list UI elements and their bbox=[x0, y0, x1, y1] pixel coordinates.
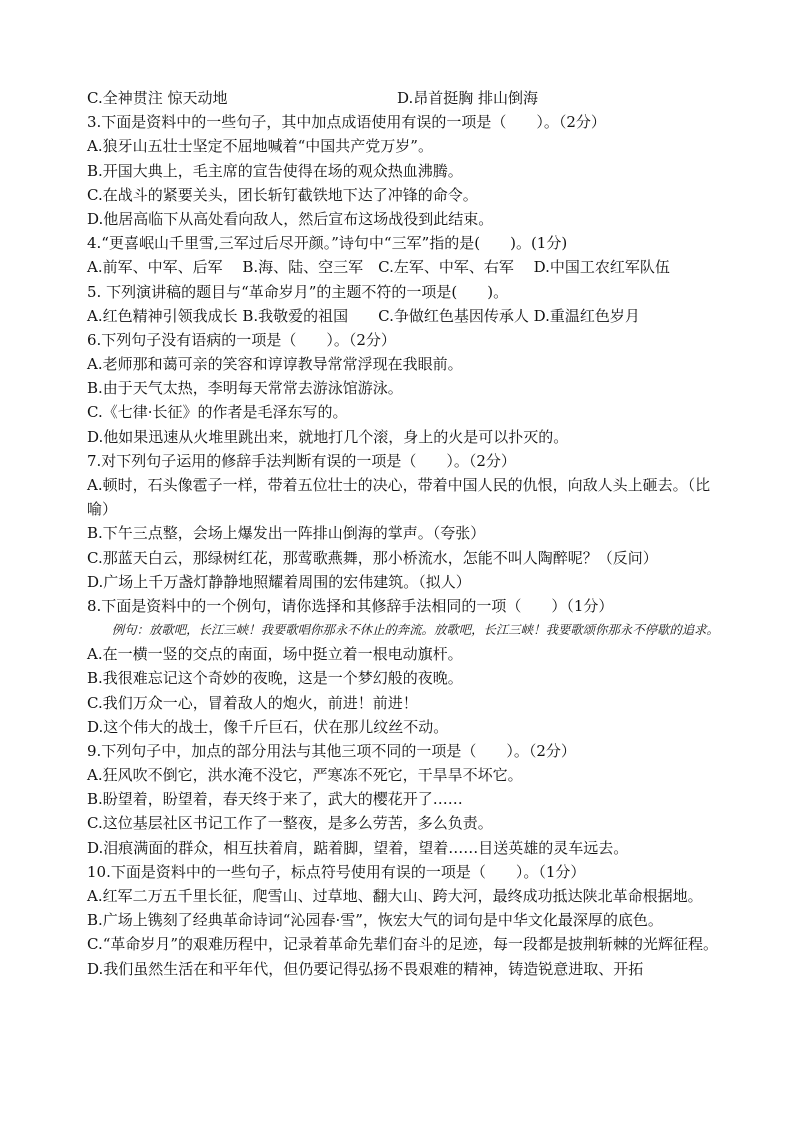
question-3-option-d: D.他居高临下从高处看向敌人，然后宣布这场战役到此结束。 bbox=[87, 209, 494, 228]
question-6-option-c: C.《七律·长征》的作者是毛泽东写的。 bbox=[87, 403, 348, 422]
question-8-option-b: B.我很难忘记这个奇妙的夜晚，这是一个梦幻般的夜晚。 bbox=[87, 669, 463, 688]
question-6-option-b: B.由于天气太热，李明每天常常去游泳馆游泳。 bbox=[87, 379, 403, 398]
question-3-option-b: B.开国大典上，毛主席的宣告使得在场的观众热血沸腾。 bbox=[87, 161, 463, 180]
question-7-stem: 7.对下列句子运用的修辞手法判断有误的一项是（ ）。（2分） bbox=[87, 451, 516, 470]
question-7-option-c: C.那蓝天白云，那绿树红花，那莺歌燕舞，那小桥流水，怎能不叫人陶醉呢？（反问） bbox=[87, 548, 658, 567]
question-6-option-a: A.老师那和蔼可亲的笑容和谆谆教导常常浮现在我眼前。 bbox=[87, 355, 463, 374]
option-d: D.昂首挺胸 排山倒海 bbox=[397, 89, 539, 107]
question-8-option-a: A.在一横一竖的交点的南面，场中挺立着一根电动旗杆。 bbox=[87, 645, 463, 664]
question-3-option-c: C.在战斗的紧要关头，团长斩钉截铁地下达了冲锋的命令。 bbox=[87, 185, 478, 204]
question-8-option-c: C.我们万众一心，冒着敌人的炮火，前进！前进！ bbox=[87, 693, 418, 712]
question-8-stem: 8.下面是资料中的一个例句，请你选择和其修辞手法相同的一项（ ）（1分） bbox=[87, 596, 614, 615]
question-6-stem: 6.下列句子没有语病的一项是（ ）。（2分） bbox=[87, 330, 396, 349]
question-9-option-d: D.泪痕满面的群众，相互扶着肩，踮着脚，望着，望着……目送英雄的灵车远去。 bbox=[87, 838, 629, 857]
question-10-option-a: A.红军二万五千里长征，爬雪山、过草地、翻大山、跨大河，最终成功抵达陕北革命根据地。 bbox=[87, 887, 703, 906]
exam-page bbox=[87, 86, 727, 981]
question-9-option-a: A.狂风吹不倒它，洪水淹不没它，严寒冻不死它，干旱旱不坏它。 bbox=[87, 766, 523, 785]
question-7-option-d: D.广场上千万盏灯静静地照耀着周围的宏伟建筑。（拟人） bbox=[87, 572, 471, 591]
question-5-options: A.红色精神引领我成长 B.我敬爱的祖国 C.争做红色基因传承人 D.重温红色岁月 bbox=[87, 306, 640, 325]
question-9-option-b: B.盼望着，盼望着，春天终于来了，武大的樱花开了…… bbox=[87, 790, 463, 809]
question-10-option-d: D.我们虽然生活在和平年代，但仍要记得弘扬不畏艰难的精神，铸造锐意进取、开拓 bbox=[87, 959, 644, 978]
question-10-stem: 10.下面是资料中的一些句子，标点符号使用有误的一项是（ ）。（1分） bbox=[87, 862, 586, 881]
question-4-options: A.前军、中军、后军 B.海、陆、空三军 C.左军、中军、右军 D.中国工农红军队伍 bbox=[87, 258, 670, 277]
question-3-stem: 3.下面是资料中的一些句子，其中加点成语使用有误的一项是（ ）。（2分） bbox=[87, 113, 606, 132]
question-4-stem: 4.“更喜岷山千里雪,三军过后尽开颜。”诗句中“三军”指的是( )。(1分) bbox=[87, 234, 568, 253]
question-7-option-b: B.下午三点整，会场上爆发出一阵排山倒海的掌声。（夸张） bbox=[87, 524, 486, 543]
question-8-option-d: D.这个伟大的战士，像千斤巨石，伏在那儿纹丝不动。 bbox=[87, 717, 449, 736]
question-6-option-d: D.他如果迅速从火堆里跳出来，就地打几个滚，身上的火是可以扑灭的。 bbox=[87, 427, 569, 446]
question-10-option-b: B.广场上镌刻了经典革命诗词“沁园春·雪”，恢宏大气的词句是中华文化最深厚的底色。 bbox=[87, 911, 663, 930]
question-5-stem: 5. 下列演讲稿的题目与“革命岁月”的主题不符的一项是( )。 bbox=[87, 282, 509, 301]
question-3-option-a: A.狼牙山五壮士坚定不屈地喊着“中国共产党万岁”。 bbox=[87, 137, 433, 156]
option-c: C.全神贯注 惊天动地 bbox=[87, 89, 228, 107]
question-10-option-c: C.“革命岁月”的艰难历程中，记录着革命先辈们奋斗的足迹，每一段都是披荆斩棘的光辉征程。 bbox=[87, 935, 719, 954]
question-7-option-a: A.顿时，石头像雹子一样，带着五位壮士的决心，带着中国人民的仇恨，向敌人头上砸去。（比喻） bbox=[87, 476, 711, 519]
question-9-option-c: C.这位基层社区书记工作了一整夜，是多么劳苦，多么负责。 bbox=[87, 814, 493, 833]
question-9-stem: 9.下列句子中，加点的部分用法与其他三项不同的一项是（ ）。（2分） bbox=[87, 741, 576, 760]
q2-options-tail bbox=[87, 86, 727, 110]
question-8-example: 例句：放歌吧，长江三峡！我要歌唱你那永不休止的奔流。放歌吧，长江三峡！我要歌颂你那永不停歇的追求。 bbox=[111, 622, 719, 638]
